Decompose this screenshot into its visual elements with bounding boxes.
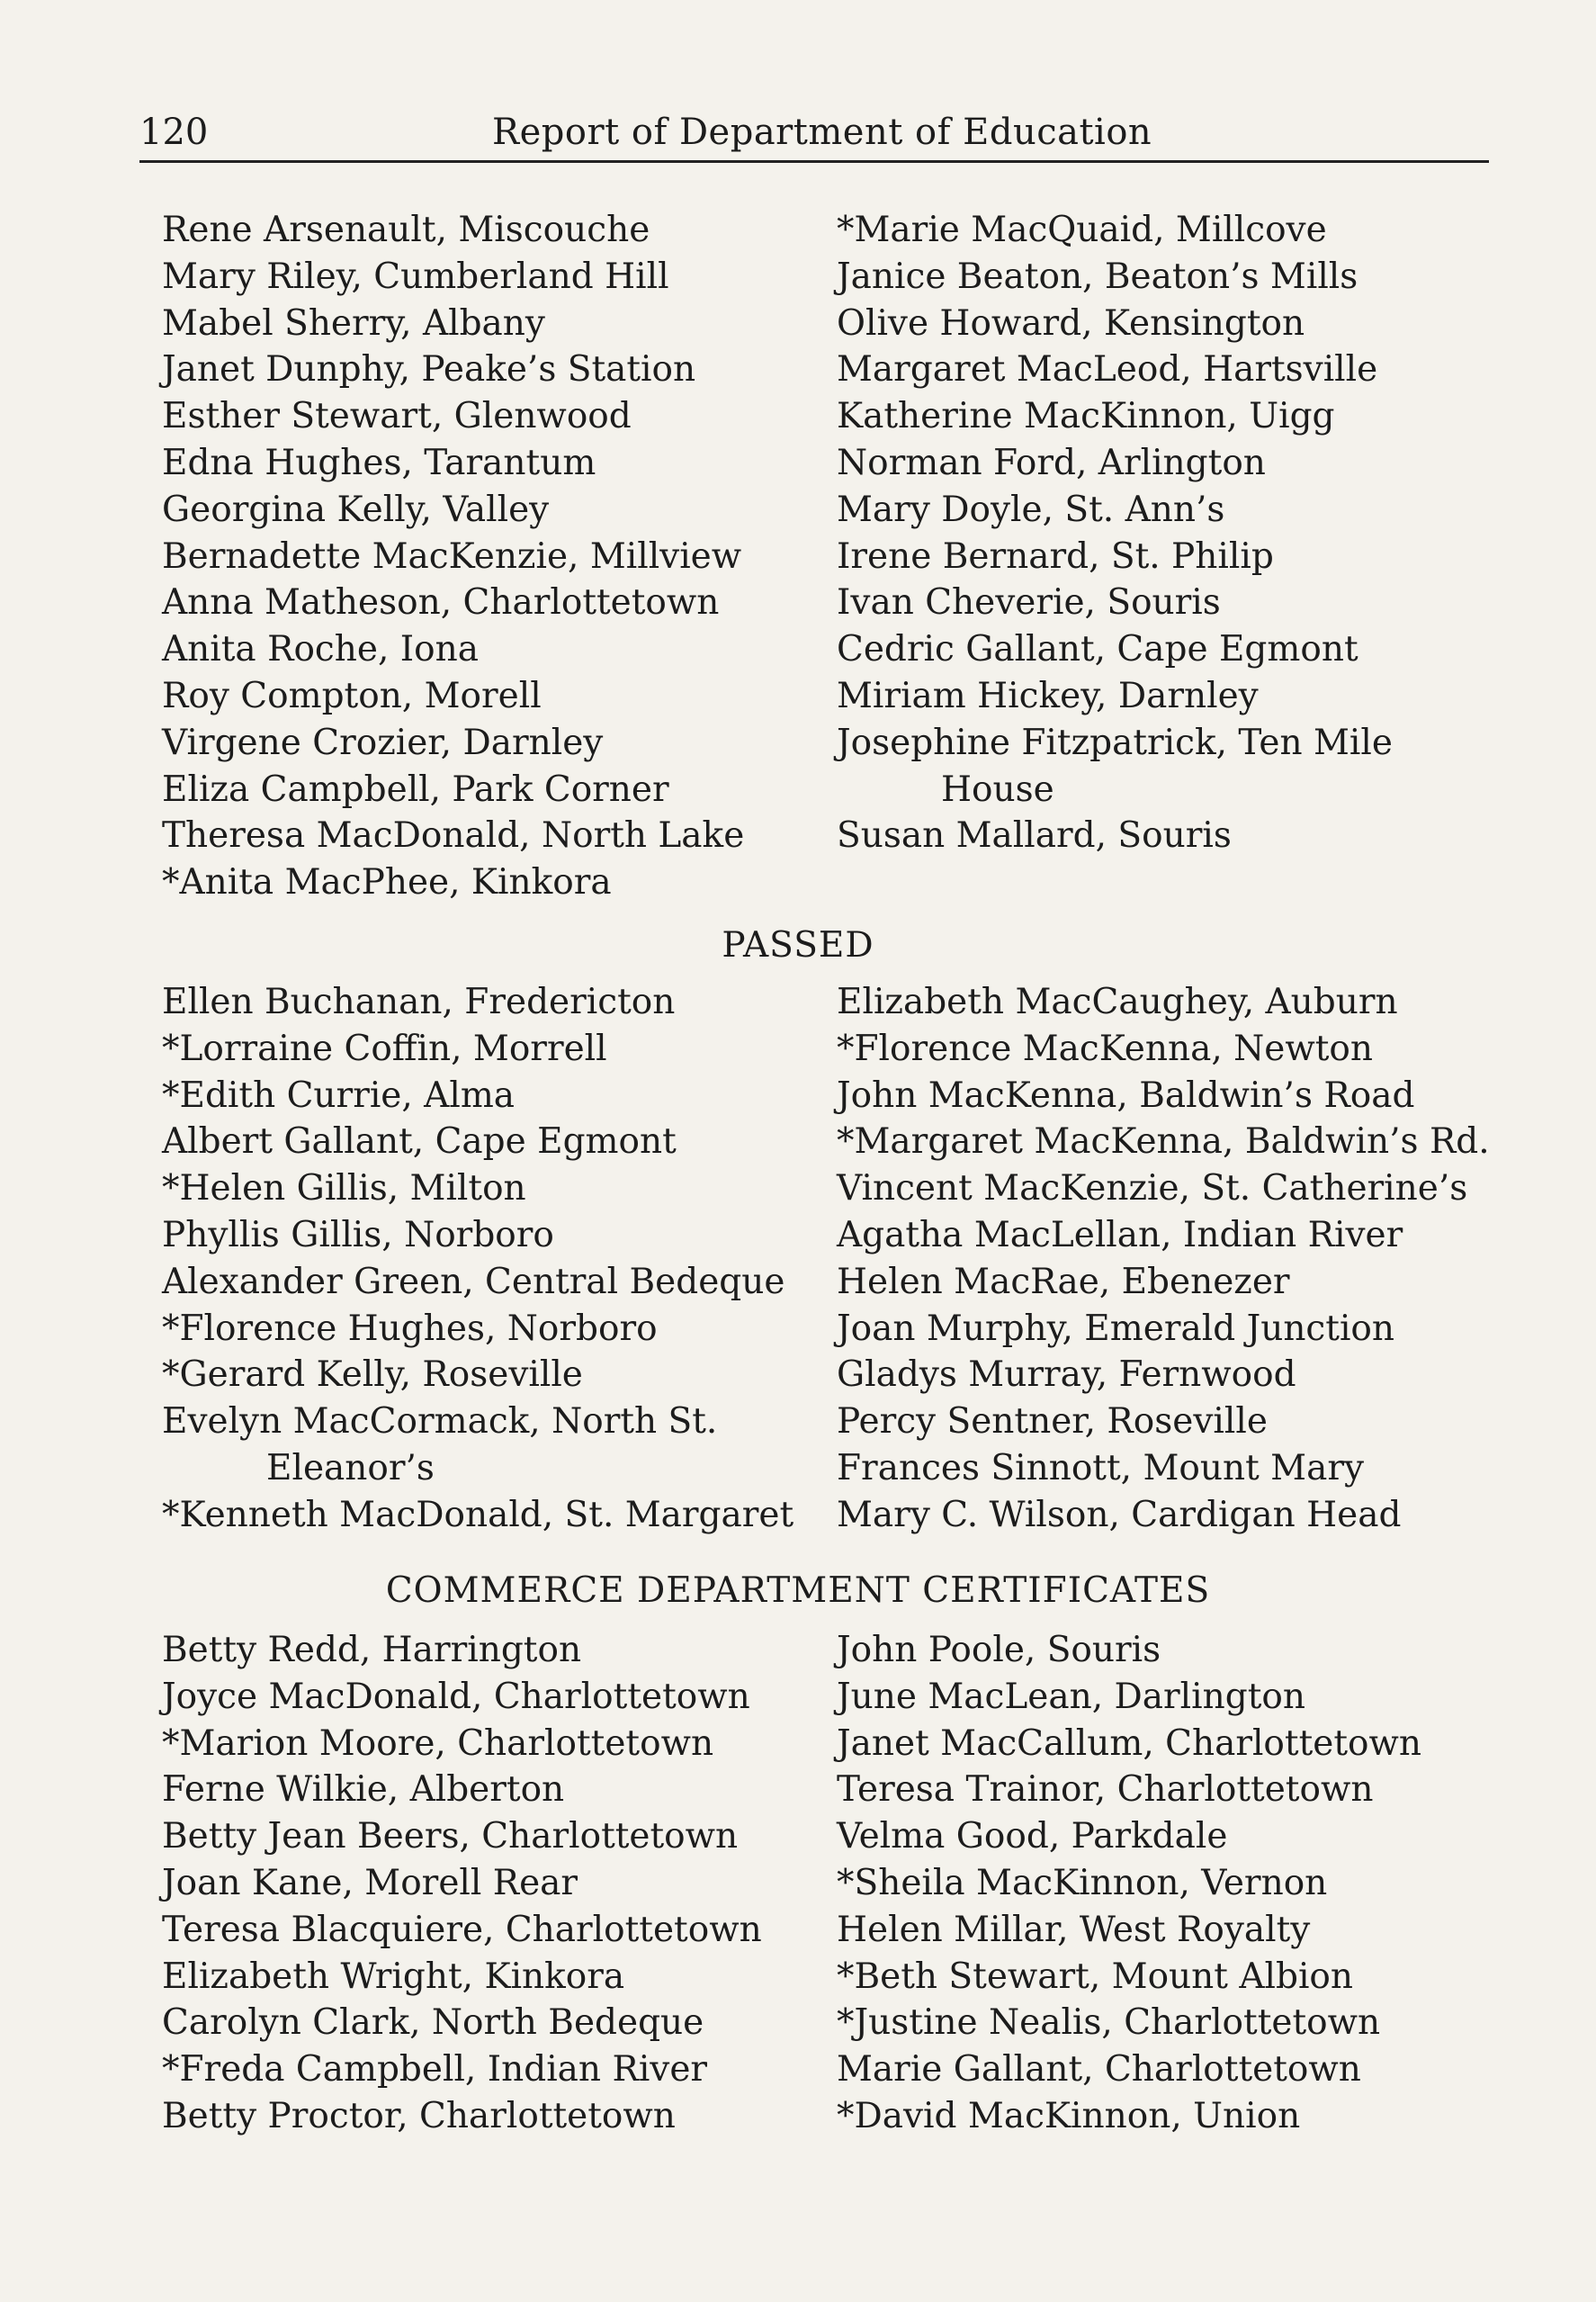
page-header-title: Report of Department of Education [492, 112, 1152, 153]
list-item: Janet MacCallum, Charlottetown [837, 1722, 1421, 1764]
list-item: Anna Matheson, Charlottetown [162, 582, 720, 624]
list-item: John Poole, Souris [837, 1630, 1161, 1670]
list-item: Frances Sinnott, Mount Mary [837, 1447, 1365, 1488]
commerce-left-column [162, 1627, 762, 2140]
top-list-left-column [162, 207, 744, 906]
list-item: *Kenneth MacDonald, St. Margaret [162, 1494, 794, 1535]
list-item: Joan Kane, Morell Rear [162, 1862, 578, 1903]
list-item: Irene Bernard, St. Philip [837, 535, 1274, 577]
list-item: Mary Doyle, St. Ann’s [837, 489, 1225, 530]
list-item: *Gerard Kelly, Roseville [162, 1354, 583, 1396]
list-item: *David MacKinnon, Union [837, 2095, 1301, 2136]
list-item: Betty Jean Beers, Charlottetown [162, 1816, 739, 1857]
list-item: Helen MacRae, Ebenezer [837, 1261, 1290, 1302]
list-item: Agatha MacLellan, Indian River [837, 1214, 1403, 1255]
list-item: Anita Roche, Iona [162, 629, 480, 670]
list-item: Betty Redd, Harrington [162, 1630, 582, 1670]
list-item: Elizabeth Wright, Kinkora [162, 1956, 625, 1997]
list-item: Edna Hughes, Tarantum [162, 442, 596, 483]
list-item: Georgina Kelly, Valley [162, 489, 550, 530]
commerce-right-column [837, 1627, 1421, 2140]
list-item: *Freda Campbell, Indian River [162, 2049, 708, 2091]
list-item: John MacKenna, Baldwin’s Road [837, 1075, 1415, 1116]
list-item: Mabel Sherry, Albany [162, 302, 545, 344]
list-item: Joan Murphy, Emerald Junction [837, 1308, 1395, 1349]
list-item: *Lorraine Coffin, Morrell [162, 1028, 607, 1069]
list-item: Teresa Blacquiere, Charlottetown [162, 1909, 762, 1950]
list-item-continuation [162, 1445, 794, 1492]
list-item: Susan Mallard, Souris [837, 815, 1232, 857]
list-item: *Marion Moore, Charlottetown [162, 1722, 714, 1764]
list-item: Olive Howard, Kensington [837, 302, 1305, 344]
list-item: Mary C. Wilson, Cardigan Head [837, 1494, 1402, 1535]
list-item: Esther Stewart, Glenwood [162, 396, 632, 437]
list-item: Teresa Trainor, Charlottetown [837, 1769, 1374, 1811]
page-header-bar [139, 106, 1489, 163]
list-item: Ivan Cheverie, Souris [837, 582, 1221, 624]
section-title-passed: PASSED [722, 925, 874, 966]
list-item: Gladys Murray, Fernwood [837, 1354, 1296, 1396]
list-item: Percy Sentner, Roseville [837, 1401, 1268, 1443]
list-item: Betty Proctor, Charlottetown [162, 2095, 676, 2136]
passed-left-column [162, 979, 794, 1539]
list-item: Katherine MacKinnon, Uigg [837, 396, 1335, 437]
list-item-continuation [837, 767, 1393, 814]
list-item: *Marie MacQuaid, Millcove [837, 210, 1327, 250]
list-item: *Margaret MacKenna, Baldwin’s Rd. [837, 1121, 1490, 1163]
list-item: Janet Dunphy, Peake’s Station [162, 349, 696, 391]
list-item: *Florence MacKenna, Newton [837, 1028, 1374, 1069]
list-item: *Beth Stewart, Mount Albion [837, 1956, 1354, 1997]
list-item: *Florence Hughes, Norboro [162, 1308, 658, 1349]
section-title-commerce: COMMERCE DEPARTMENT CERTIFICATES [385, 1570, 1211, 1611]
list-item: Evelyn MacCormack, North St. [162, 1401, 718, 1443]
list-item: Ferne Wilkie, Alberton [162, 1769, 565, 1811]
list-item: Albert Gallant, Cape Egmont [162, 1121, 677, 1163]
list-item: Miriam Hickey, Darnley [837, 675, 1259, 716]
list-item: Eliza Campbell, Park Corner [162, 769, 669, 810]
list-item: Marie Gallant, Charlottetown [837, 2049, 1361, 2091]
list-item: Elizabeth MacCaughey, Auburn [837, 982, 1398, 1022]
list-item: Theresa MacDonald, North Lake [162, 815, 745, 857]
list-item: *Edith Currie, Alma [162, 1075, 516, 1116]
list-item-continuation-text: Eleanor’s [266, 1447, 435, 1488]
list-item: Roy Compton, Morell [162, 675, 542, 716]
list-item: Virgene Crozier, Darnley [162, 722, 604, 763]
list-item: Alexander Green, Central Bedeque [162, 1261, 785, 1302]
list-item-continuation-text: House [941, 769, 1054, 810]
list-item: Joyce MacDonald, Charlottetown [162, 1676, 750, 1717]
list-item: Cedric Gallant, Cape Egmont [837, 629, 1358, 670]
list-item: June MacLean, Darlington [837, 1676, 1305, 1717]
list-item: *Justine Nealis, Charlottetown [837, 2002, 1381, 2044]
list-item: Ellen Buchanan, Fredericton [162, 982, 676, 1022]
list-item: Margaret MacLeod, Hartsville [837, 349, 1378, 391]
list-item: Helen Millar, West Royalty [837, 1909, 1311, 1950]
top-list-right-column [837, 207, 1393, 859]
list-item: Vincent MacKenzie, St. Catherine’s [837, 1168, 1468, 1209]
list-item: Bernadette MacKenzie, Millview [162, 535, 742, 577]
list-item: Mary Riley, Cumberland Hill [162, 256, 669, 297]
list-item: Norman Ford, Arlington [837, 442, 1266, 483]
list-item: *Sheila MacKinnon, Vernon [837, 1862, 1328, 1903]
list-item: Carolyn Clark, North Bedeque [162, 2002, 704, 2044]
list-item: Rene Arsenault, Miscouche [162, 210, 650, 250]
list-item: *Helen Gillis, Milton [162, 1168, 526, 1209]
list-item: Josephine Fitzpatrick, Ten Mile [837, 722, 1393, 763]
page-number: 120 [139, 112, 209, 153]
list-item: *Anita MacPhee, Kinkora [162, 862, 612, 904]
list-item: Velma Good, Parkdale [837, 1816, 1228, 1857]
passed-right-column [837, 979, 1490, 1539]
list-item: Phyllis Gillis, Norboro [162, 1214, 554, 1255]
list-item: Janice Beaton, Beaton’s Mills [837, 256, 1358, 297]
